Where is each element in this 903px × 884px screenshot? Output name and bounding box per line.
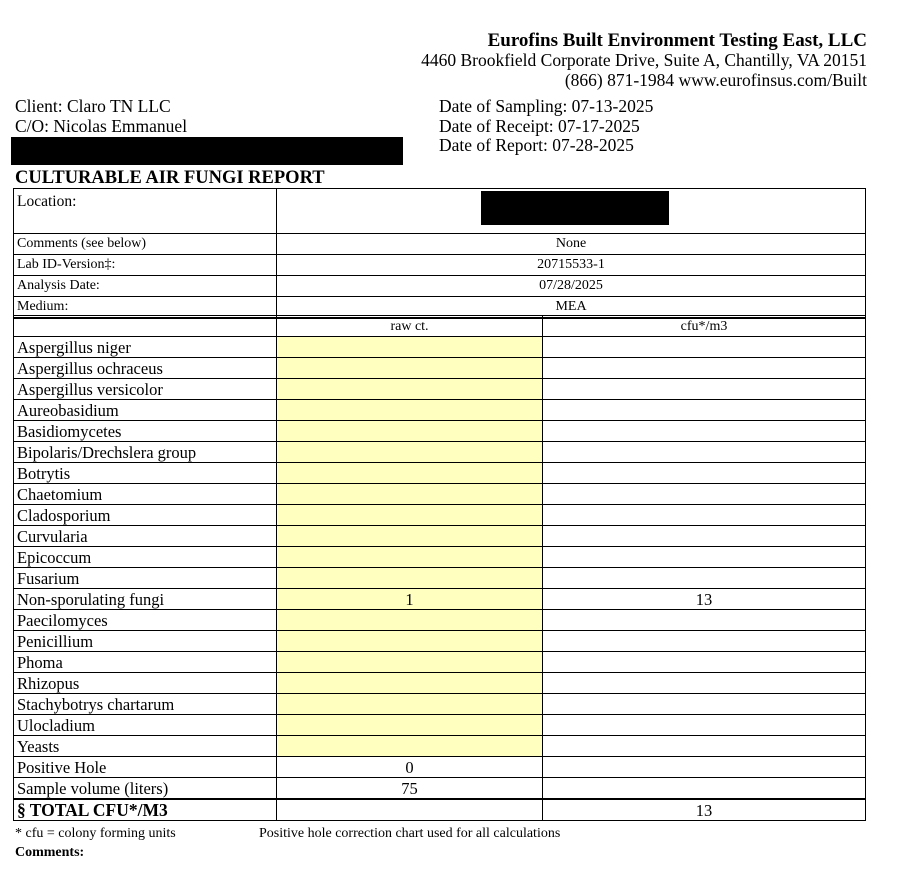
column-header-organism: [14, 316, 277, 337]
medium-label: Medium:: [14, 297, 277, 319]
organism-name: Epicoccum: [14, 547, 277, 568]
comments-row: [14, 234, 866, 255]
raw-count: [277, 358, 543, 379]
table-row: [14, 736, 866, 757]
date-of-receipt: Date of Receipt: 07-17-2025: [439, 115, 640, 136]
footnote-cfu: * cfu = colony forming units: [15, 826, 176, 841]
table-row: [14, 694, 866, 715]
raw-count: [277, 736, 543, 757]
raw-count: [277, 526, 543, 547]
cfu-value: [543, 568, 866, 589]
table-row: [14, 610, 866, 631]
table-row: [14, 589, 866, 610]
medium-value: MEA: [277, 297, 866, 319]
organism-name: Curvularia: [14, 526, 277, 547]
column-header-cfu: cfu*/m3: [543, 316, 866, 337]
analysis-date-label: Analysis Date:: [14, 276, 277, 297]
raw-count: [277, 715, 543, 736]
table-row: [14, 421, 866, 442]
positive-hole-cfu: [543, 757, 866, 778]
table-row: [14, 673, 866, 694]
table-row: [14, 631, 866, 652]
cfu-value: [543, 379, 866, 400]
sample-volume-cfu: [543, 778, 866, 800]
organism-name: Chaetomium: [14, 484, 277, 505]
table-row: [14, 442, 866, 463]
organism-name: Bipolaris/Drechslera group: [14, 442, 277, 463]
cfu-value: [543, 547, 866, 568]
cfu-value: [543, 400, 866, 421]
positive-hole-row: [14, 757, 866, 778]
organism-name: Non-sporulating fungi: [14, 589, 277, 610]
cfu-value: [543, 442, 866, 463]
organism-name: Fusarium: [14, 568, 277, 589]
total-cfu: 13: [543, 799, 866, 821]
raw-count: [277, 337, 543, 358]
redaction-bar: [11, 137, 403, 165]
table-row: [14, 358, 866, 379]
raw-count: [277, 442, 543, 463]
organism-name: Aspergillus versicolor: [14, 379, 277, 400]
cfu-value: [543, 736, 866, 757]
raw-count: [277, 652, 543, 673]
raw-count: [277, 568, 543, 589]
raw-count: [277, 463, 543, 484]
location-value: [277, 189, 866, 234]
lab-id-row: [14, 255, 866, 276]
organism-name: Botrytis: [14, 463, 277, 484]
raw-count: [277, 547, 543, 568]
raw-count: [277, 505, 543, 526]
total-row: [14, 799, 866, 821]
organism-name: Phoma: [14, 652, 277, 673]
comments-heading: Comments:: [15, 845, 85, 860]
company-name: Eurofins Built Environment Testing East, LLC: [487, 30, 867, 51]
raw-count: 1: [277, 589, 543, 610]
total-raw: [277, 799, 543, 821]
location-row: [14, 189, 866, 234]
report-title: CULTURABLE AIR FUNGI REPORT: [15, 168, 325, 188]
cfu-value: [543, 652, 866, 673]
footnote-correction: Positive hole correction chart used for all calculations: [259, 826, 561, 841]
table-row: [14, 337, 866, 358]
cfu-value: [543, 610, 866, 631]
cfu-value: [543, 715, 866, 736]
cfu-value: [543, 463, 866, 484]
table-row: [14, 400, 866, 421]
location-label: Location:: [14, 189, 277, 234]
column-header-row: [14, 316, 866, 337]
sample-volume-row: [14, 778, 866, 800]
cfu-value: [543, 337, 866, 358]
table-row: [14, 463, 866, 484]
organism-name: Cladosporium: [14, 505, 277, 526]
raw-count: [277, 421, 543, 442]
client-block: [15, 97, 187, 136]
raw-count: [277, 400, 543, 421]
cfu-value: [543, 421, 866, 442]
table-row: [14, 484, 866, 505]
cfu-value: [543, 694, 866, 715]
organism-name: Ulocladium: [14, 715, 277, 736]
raw-count: [277, 694, 543, 715]
cfu-value: [543, 505, 866, 526]
organism-name: Yeasts: [14, 736, 277, 757]
table-row: [14, 715, 866, 736]
sample-volume-label: Sample volume (liters): [14, 778, 277, 800]
table-row: [14, 526, 866, 547]
organism-name: Aspergillus niger: [14, 337, 277, 358]
cfu-value: 13: [543, 589, 866, 610]
company-address: 4460 Brookfield Corporate Drive, Suite A, Chantilly, VA 20151: [421, 50, 867, 70]
analysis-date-row: [14, 276, 866, 297]
organism-name: Stachybotrys chartarum: [14, 694, 277, 715]
column-header-raw: raw ct.: [277, 316, 543, 337]
table-row: [14, 568, 866, 589]
company-contact: (866) 871-1984 www.eurofinsus.com/Built: [564, 69, 867, 90]
organism-name: Aspergillus ochraceus: [14, 358, 277, 379]
table-row: [14, 379, 866, 400]
positive-hole-label: Positive Hole: [14, 757, 277, 778]
fungi-counts-table: [13, 315, 866, 821]
table-row: [14, 652, 866, 673]
raw-count: [277, 673, 543, 694]
raw-count: [277, 631, 543, 652]
table-row: [14, 505, 866, 526]
organism-name: Basidiomycetes: [14, 421, 277, 442]
client-contact-person: C/O: Nicolas Emmanuel: [15, 115, 188, 136]
cfu-value: [543, 526, 866, 547]
organism-name: Rhizopus: [14, 673, 277, 694]
total-label: § TOTAL CFU*/M3: [14, 799, 277, 821]
client-name: Client: Claro TN LLC: [15, 96, 171, 116]
positive-hole-raw: 0: [277, 757, 543, 778]
analysis-date-value: 07/28/2025: [277, 276, 866, 297]
cfu-value: [543, 631, 866, 652]
comments-value: None: [277, 234, 866, 255]
raw-count: [277, 379, 543, 400]
sample-info-table: [13, 188, 866, 319]
cfu-value: [543, 358, 866, 379]
comments-label: Comments (see below): [14, 234, 277, 255]
organism-name: Aureobasidium: [14, 400, 277, 421]
organism-name: Penicillium: [14, 631, 277, 652]
date-of-sampling: Date of Sampling: 07-13-2025: [439, 96, 654, 116]
cfu-value: [543, 484, 866, 505]
cfu-value: [543, 673, 866, 694]
raw-count: [277, 484, 543, 505]
lab-id-value: 20715533-1: [277, 255, 866, 276]
organism-name: Paecilomyces: [14, 610, 277, 631]
company-header: [421, 30, 867, 90]
dates-block: [439, 97, 653, 156]
lab-id-label: Lab ID-Version‡:: [14, 255, 277, 276]
raw-count: [277, 610, 543, 631]
sample-volume-raw: 75: [277, 778, 543, 800]
date-of-report: Date of Report: 07-28-2025: [439, 135, 634, 155]
location-redaction: [481, 191, 669, 225]
table-row: [14, 547, 866, 568]
